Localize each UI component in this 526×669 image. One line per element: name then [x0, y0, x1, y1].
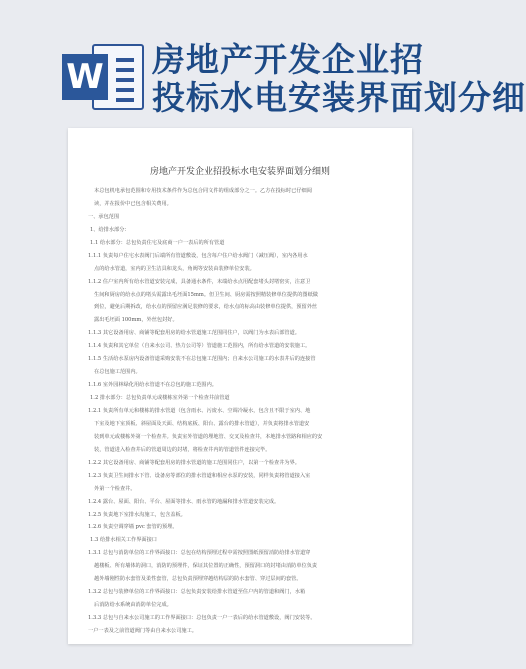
- body-line: 1.1.1 负责每户住宅水表阀门后端所有管道敷设，包含每户住户给水阀门（减压阀），室内各用水: [88, 253, 308, 259]
- body-line: 1.1.5 生活给水泵房内设备管道采购安装不在总包施工范围内；自来水公司施工的水表井后的连接管: [88, 356, 316, 362]
- banner: [0, 0, 526, 120]
- body-line: 1.3.3 总包与自来水公司施工的工作界面接口：总包负责一户一表后的给水管道敷设，阀门安装等。: [88, 615, 316, 621]
- word-document-icon: [62, 40, 144, 114]
- body-line: 1.2.2 其它设备用房、商铺等配套用房的排水管道的施工范围同住户，以第一个检查井为界。: [88, 460, 300, 466]
- body-line: 1.2 排水部分：总包负责单元或楼栋室外第一个检查井前管道: [90, 395, 230, 401]
- body-line: 点的给水管道，室内的卫生洁具和龙头，角阀等安装由装修单位安装。: [94, 266, 255, 272]
- body-line: 1、给排水部分：: [90, 227, 130, 233]
- body-line: 在总包施工范围内。: [94, 369, 141, 375]
- body-line: 1.3.2 总包与装修单位的工作界面接口：总包负责安装给排水管道至住户内的管道和阀门，水箱: [88, 589, 306, 595]
- body-line: 1.2.6 负责空调穿墙 pvc 套管的预埋。: [88, 524, 178, 530]
- body-line: 1.3.1 总包与消防单位的工作界面接口：总包在结构预埋过程中需按照图纸预留消防给排水管道穿: [88, 550, 311, 556]
- body-line: 1.1.2 住户室内所有给水管道安装完成，具备通水条件，末端给水点用配套堵头封堵密实，注意卫: [88, 279, 311, 285]
- body-line: 外第一个检查井。: [94, 486, 136, 492]
- body-line: 装，管道进入检查井后的管道周边的封堵，将检查井内的管道管件连接完毕。: [94, 447, 271, 453]
- body-line: 1.1.4 负责和其它单位（自来水公司、热力公司等）管道施工范围内，所有给水管道的安装施工。: [88, 343, 311, 349]
- body-line: 1.2.5 负责地下室排水沟施工，包含盖板。: [88, 512, 186, 518]
- body-line: 1.2.4 露台、屋面、阳台、平台、屋面等排水、雨水管的地漏和排水管道安装完成。: [88, 499, 280, 505]
- body-line: 一、承包范围: [88, 214, 120, 220]
- body-line: 1.1 给水部分：总包负责住宅及底商一户一表后的所有管道: [90, 240, 225, 246]
- document-page: [68, 128, 412, 644]
- body-line: 下室及地下室顶板、斜屋面及天面、结构底板、阳台、露台的排水管道），并负责将排水管道安: [94, 421, 310, 427]
- banner-title-line-1: 房地产开发企业招: [152, 40, 424, 79]
- body-line: 本总包机电承包范围和专用技术条件作为总包合同文件的组成部分之一。乙方在投标时已仔细阅: [94, 188, 312, 194]
- body-line: 1.1.6 室外园林绿化用给水管道不在总包的施工范围内。: [88, 382, 217, 388]
- body-line: 1.2.3 负责卫生间排水下管、设备房等部位的排水管道和相应水泵的安装，同样负责将管道接入室: [88, 473, 311, 479]
- word-logo-letter: W: [62, 54, 108, 100]
- body-line: 越楼板、所有墙体的洞口，消防的预埋件，保证其位置的正确性，预留洞口的封堵由消防单位负责: [94, 563, 318, 569]
- body-line: 到位，避免后期拆改，给水点的预留应满足装修的要求，给水点的标高由装修单位提供，预留外丝: [94, 304, 318, 310]
- body-line: 1.3 给排水相关工作界面接口: [90, 537, 157, 543]
- body-line: 露出毛坯面 100mm，外丝包封好。: [94, 317, 178, 323]
- body-line: 1.1.3 其它设备用房、商铺等配套用房的给水管道施工范围同住户，以阀门为水表后部管道。: [88, 330, 300, 336]
- body-line: 越外墙刚性防水套管及柔性套管，总包负责预埋穿越结构层的防水套管、穿过层间的套管。: [94, 576, 302, 582]
- body-line: 读，并在报价中已包含相关费用。: [94, 201, 172, 207]
- body-line: 生间和厨房的给水点的堵头需露出毛坯面15mm。但卫生间、厨房需按照精装修单位提供的图纸做: [94, 292, 318, 298]
- body-line: 装到单元或楼栋外第一个检查井。负责室外管道的埋地管、交叉及检查井，本地排水管路和相应的安: [94, 434, 323, 440]
- body-line: 1.2.1 负责所有单元和楼栋的排水管道（包含雨水、污废水、空调冷凝水，包含且不限于室内、地: [88, 408, 311, 414]
- body-line: 一户一表及之前管道阀门等由自来水公司施工。: [88, 628, 197, 634]
- banner-title-line-2: 投标水电安装界面划分细: [152, 78, 526, 117]
- document-title: 房地产开发企业招投标水电安装界面划分细则: [149, 167, 330, 177]
- body-line: 后消防给水系统由消防单位完成。: [94, 602, 172, 608]
